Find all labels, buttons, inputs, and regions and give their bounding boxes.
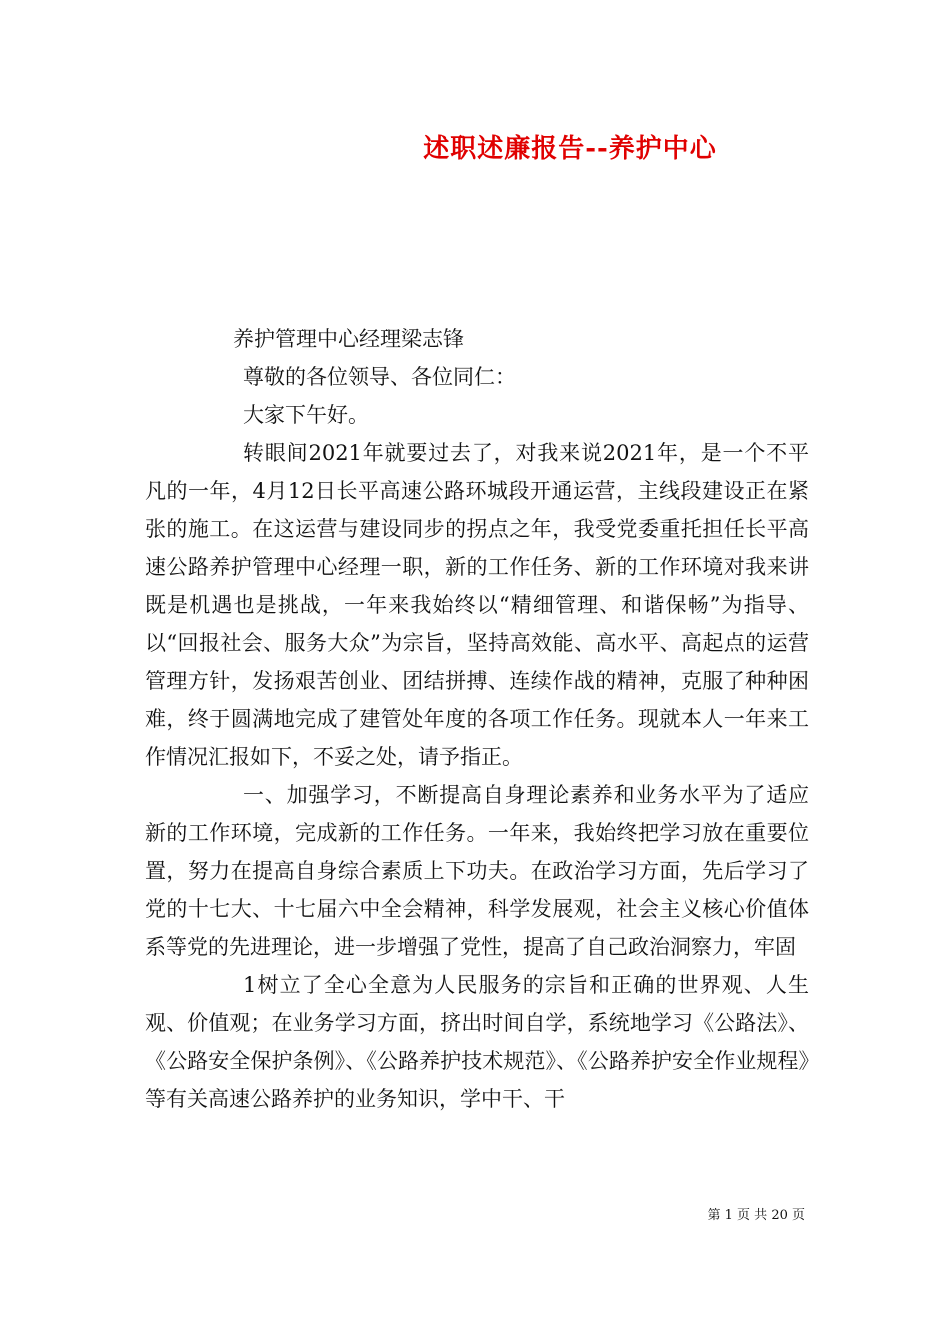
paragraph: 一、加强学习，不断提高自身理论素养和业务水平为了适应新的工作环境，完成新的工作任务。一年来，我始终把学习放在重要位置，努力在提高自身综合素质上下功夫。在政治学习方面，先后学习了党的十七大、十七届六中全会精神，科学发展观，社会主义核心价值体系等党的先进理论，进一步增强了党性，提高了自己政治洞察力，牢固	[145, 783, 809, 959]
greeting-line: 大家下午好。	[243, 403, 369, 427]
salutation-line: 尊敬的各位领导、各位同仁：	[243, 365, 516, 389]
document-title: 述职述廉报告--养护中心	[423, 134, 717, 164]
document-body	[145, 320, 809, 1118]
author-line: 养护管理中心经理梁志锋	[233, 327, 464, 351]
paragraph: 1树立了全心全意为人民服务的宗旨和正确的世界观、人生观、价值观；在业务学习方面，挤出时间自学，系统地学习《公路法》、《公路安全保护条例》、《公路养护技术规范》、《公路养护安全作业规程》等有关高速公路养护的业务知识，学中干、干	[145, 973, 809, 1111]
page-number: 第 1 页 共 20 页	[707, 1208, 805, 1223]
paragraph: 转眼间2021年就要过去了，对我来说2021年，是一个不平凡的一年，4月12日长平高速公路环城段开通运营，主线段建设正在紧张的施工。在这运营与建设同步的拐点之年，我受党委重托担任长平高速公路养护管理中心经理一职，新的工作任务、新的工作环境对我来讲既是机遇也是挑战，一年来我始终以“精细管理、和谐保畅”为指导、以“回报社会、服务大众”为宗旨，坚持高效能、高水平、高起点的运营管理方针，发扬艰苦创业、团结拼搏、连续作战的精神，克服了种种困难，终于圆满地完成了建管处年度的各项工作任务。现就本人一年来工作情况汇报如下，不妥之处，请予指正。	[145, 441, 809, 769]
